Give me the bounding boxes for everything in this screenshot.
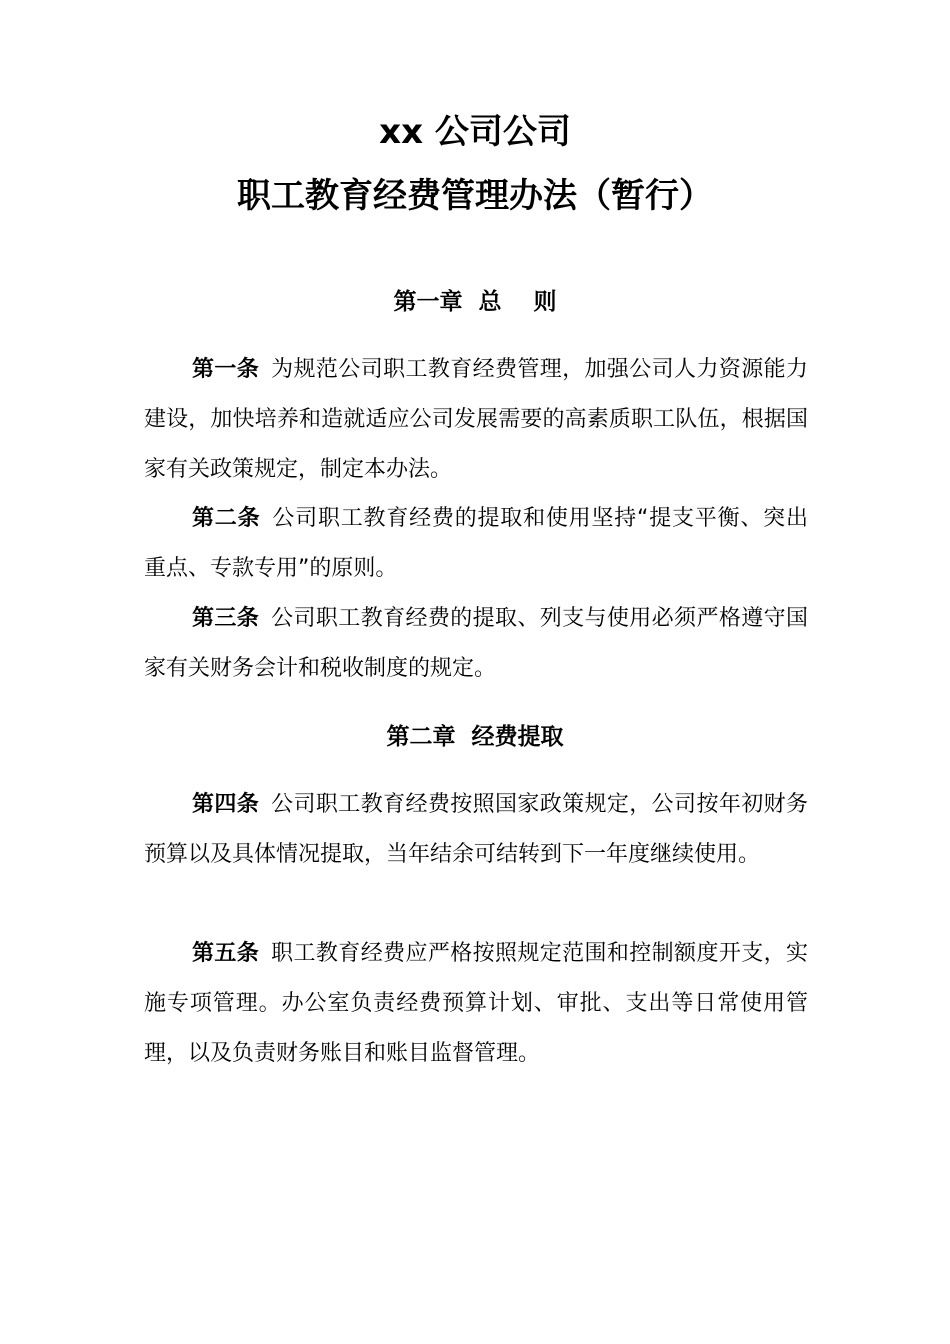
- article-label: 第三条: [192, 606, 260, 631]
- chapter-heading: 第二章 经费提取: [386, 724, 564, 750]
- article-paragraph: [144, 345, 808, 495]
- article-paragraph: [144, 594, 808, 694]
- article-paragraph: [144, 494, 808, 594]
- article-text: 公司职工教育经费的提取和使用坚持“提支平衡、突出重点、专款专用”的原则。: [144, 506, 808, 581]
- article-label: 第四条: [192, 792, 260, 817]
- article-label: 第二条: [192, 506, 261, 531]
- chapter-heading: 第一章 总 则: [393, 289, 557, 315]
- article-paragraph: [144, 929, 808, 1079]
- document-title-line1: xx 公司公司: [379, 112, 571, 152]
- article-text: 公司职工教育经费的提取、列支与使用必须严格遵守国家有关财务会计和税收制度的规定。: [144, 606, 808, 681]
- article-label: 第一条: [192, 357, 260, 382]
- article-paragraph: [144, 780, 808, 880]
- article-text: 职工教育经费应严格按照规定范围和控制额度开支，实施专项管理。办公室负责经费预算计划、审批、支出等日常使用管理，以及负责财务账目和账目监督管理。: [144, 941, 808, 1066]
- document-title-line2: 职工教育经费管理办法（暂行）: [237, 176, 713, 216]
- article-label: 第五条: [192, 941, 260, 966]
- article-text: 为规范公司职工教育经费管理，加强公司人力资源能力建设，加快培养和造就适应公司发展需要的高素质职工队伍，根据国家有关政策规定，制定本办法。: [144, 357, 808, 482]
- article-text: 公司职工教育经费按照国家政策规定，公司按年初财务预算以及具体情况提取，当年结余可结转到下一年度继续使用。: [144, 792, 808, 867]
